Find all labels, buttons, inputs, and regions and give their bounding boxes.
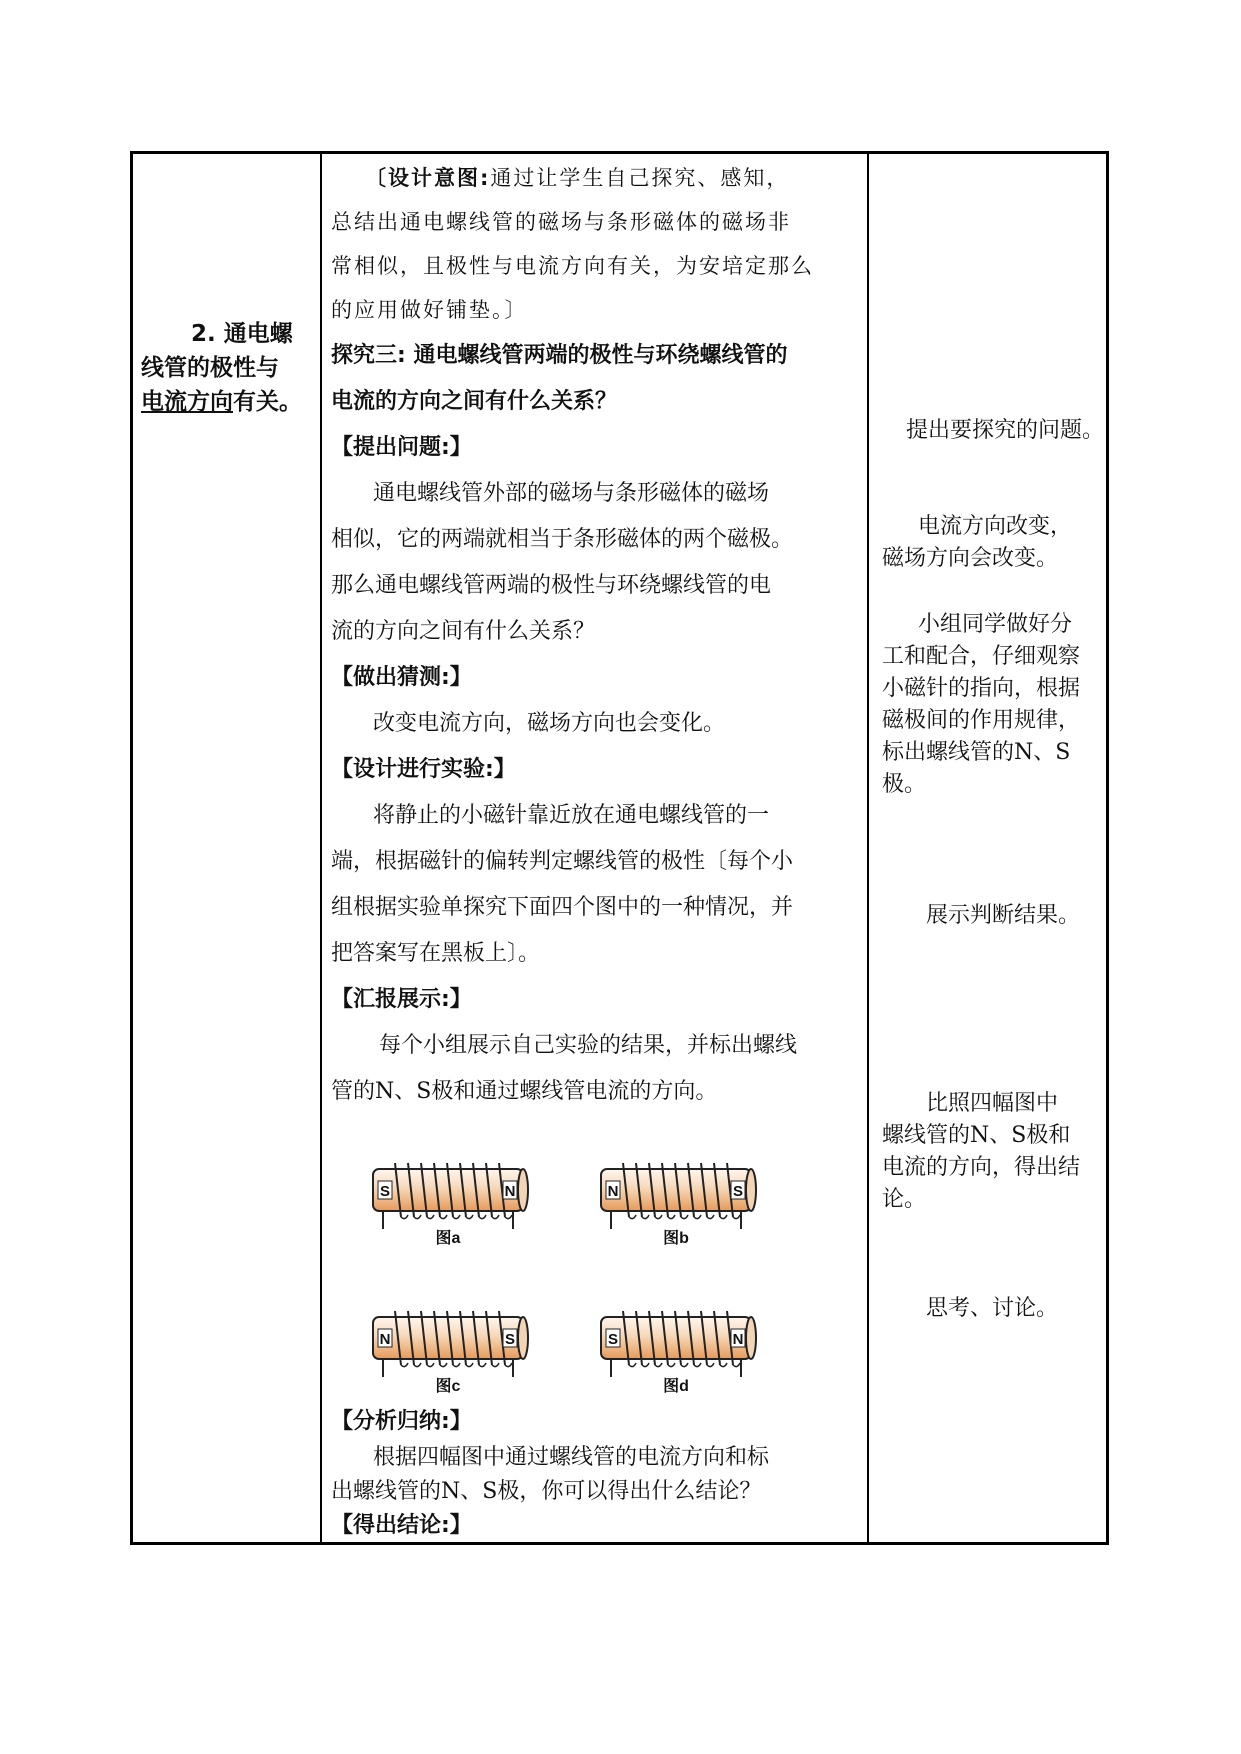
paragraph-line: 根据四幅图中通过螺线管的电流方向和标: [373, 1445, 770, 1470]
left-pole-label: S: [607, 1331, 619, 1348]
design-intent-line: 总结出通电螺线管的磁场与条形磁体的磁场非: [331, 210, 791, 234]
section-heading: 【做出猜测:】: [331, 665, 472, 690]
left-pole-label: N: [607, 1183, 619, 1200]
student-note: 电流方向改变，: [918, 514, 1073, 539]
paragraph-line: 那么通电螺线管两端的极性与环绕螺线管的电: [331, 573, 772, 598]
paragraph-line: 把答案写在黑板上〕。: [331, 941, 541, 966]
section-heading: 【得出结论:】: [331, 1513, 472, 1538]
solenoid-figure: [373, 1311, 528, 1395]
student-note: 小组同学做好分: [918, 612, 1073, 637]
explore-title: 电流的方向之间有什么关系？: [331, 389, 618, 414]
topic-line: 2. 通电螺: [191, 321, 293, 347]
student-note: 比照四幅图中: [926, 1091, 1059, 1116]
left-pole-label: S: [379, 1183, 391, 1200]
student-note: 工和配合，仔细观察: [882, 644, 1081, 669]
column-divider: [320, 154, 322, 1542]
paragraph-line: 组根据实验单探究下面四个图中的一种情况，并: [331, 895, 794, 920]
right-pole-label: N: [732, 1331, 744, 1348]
student-activity-column: [870, 154, 1107, 1542]
solenoid-figure: [601, 1311, 756, 1395]
paragraph-line: 改变电流方向，磁场方向也会变化。: [373, 711, 726, 736]
paragraph-line: 通电螺线管外部的磁场与条形磁体的磁场: [373, 481, 770, 506]
student-note: 螺线管的N、S极和: [882, 1123, 1071, 1148]
topic-column: [133, 154, 320, 1542]
figure-caption: 图c: [435, 1378, 461, 1395]
paragraph-line: 流的方向之间有什么关系？: [331, 619, 596, 644]
paragraph-line: 相似，它的两端就相当于条形磁体的两个磁极。: [331, 527, 794, 552]
figure-caption: 图d: [663, 1378, 689, 1395]
paragraph-line: 将静止的小磁针靠近放在通电螺线管的一: [373, 803, 770, 828]
topic-underlined: 电流方向: [141, 389, 233, 415]
paragraph-line: 管的N、S极和通过螺线管电流的方向。: [331, 1079, 718, 1104]
figure-caption: 图b: [663, 1230, 689, 1247]
right-pole-label: S: [504, 1331, 516, 1348]
solenoid-figure: [601, 1163, 756, 1247]
section-heading: 【提出问题:】: [331, 435, 472, 460]
topic-line: [141, 387, 302, 417]
activity-column: [323, 154, 867, 1542]
student-note: 展示判断结果。: [926, 903, 1081, 928]
student-note: 思考、讨论。: [926, 1296, 1059, 1321]
right-pole-label: S: [732, 1183, 744, 1200]
student-note: 极。: [882, 772, 927, 797]
paragraph-line: 端，根据磁针的偏转判定螺线管的极性〔每个小: [331, 849, 794, 874]
design-intent-line: 〔设计意图:通过让学生自己探究、感知，: [365, 166, 790, 190]
paragraph-line: 每个小组展示自己实验的结果，并标出螺线: [379, 1033, 798, 1058]
student-note: 提出要探究的问题。: [906, 418, 1105, 443]
student-note: 磁场方向会改变。: [882, 546, 1059, 571]
solenoid-figures: [323, 1129, 867, 1399]
section-heading: 【设计进行实验:】: [331, 757, 516, 782]
student-note: 电流的方向，得出结: [882, 1155, 1081, 1180]
design-intent-line: 的应用做好铺垫。〕: [331, 298, 528, 322]
student-note: 小磁针的指向，根据: [882, 676, 1081, 701]
student-note: 磁极间的作用规律，: [882, 708, 1081, 733]
topic-line: 线管的极性与: [141, 355, 279, 381]
column-divider: [867, 154, 869, 1542]
right-pole-label: N: [504, 1183, 516, 1200]
design-intent-line: 常相似，且极性与电流方向有关，为安培定那么: [331, 254, 814, 278]
solenoid-figure: [373, 1163, 528, 1247]
explore-title: 探究三: 通电螺线管两端的极性与环绕螺线管的: [331, 343, 788, 368]
student-note: 论。: [882, 1187, 927, 1212]
section-heading: 【汇报展示:】: [331, 987, 472, 1012]
topic-rest: 有关。: [233, 389, 302, 415]
paragraph-line: 出螺线管的N、S极，你可以得出什么结论？: [331, 1479, 762, 1504]
figure-caption: 图a: [435, 1230, 461, 1247]
lesson-table: [130, 151, 1109, 1545]
left-pole-label: N: [379, 1331, 391, 1348]
student-note: 标出螺线管的N、S: [882, 740, 1071, 765]
section-heading: 【分析归纳:】: [331, 1409, 472, 1434]
